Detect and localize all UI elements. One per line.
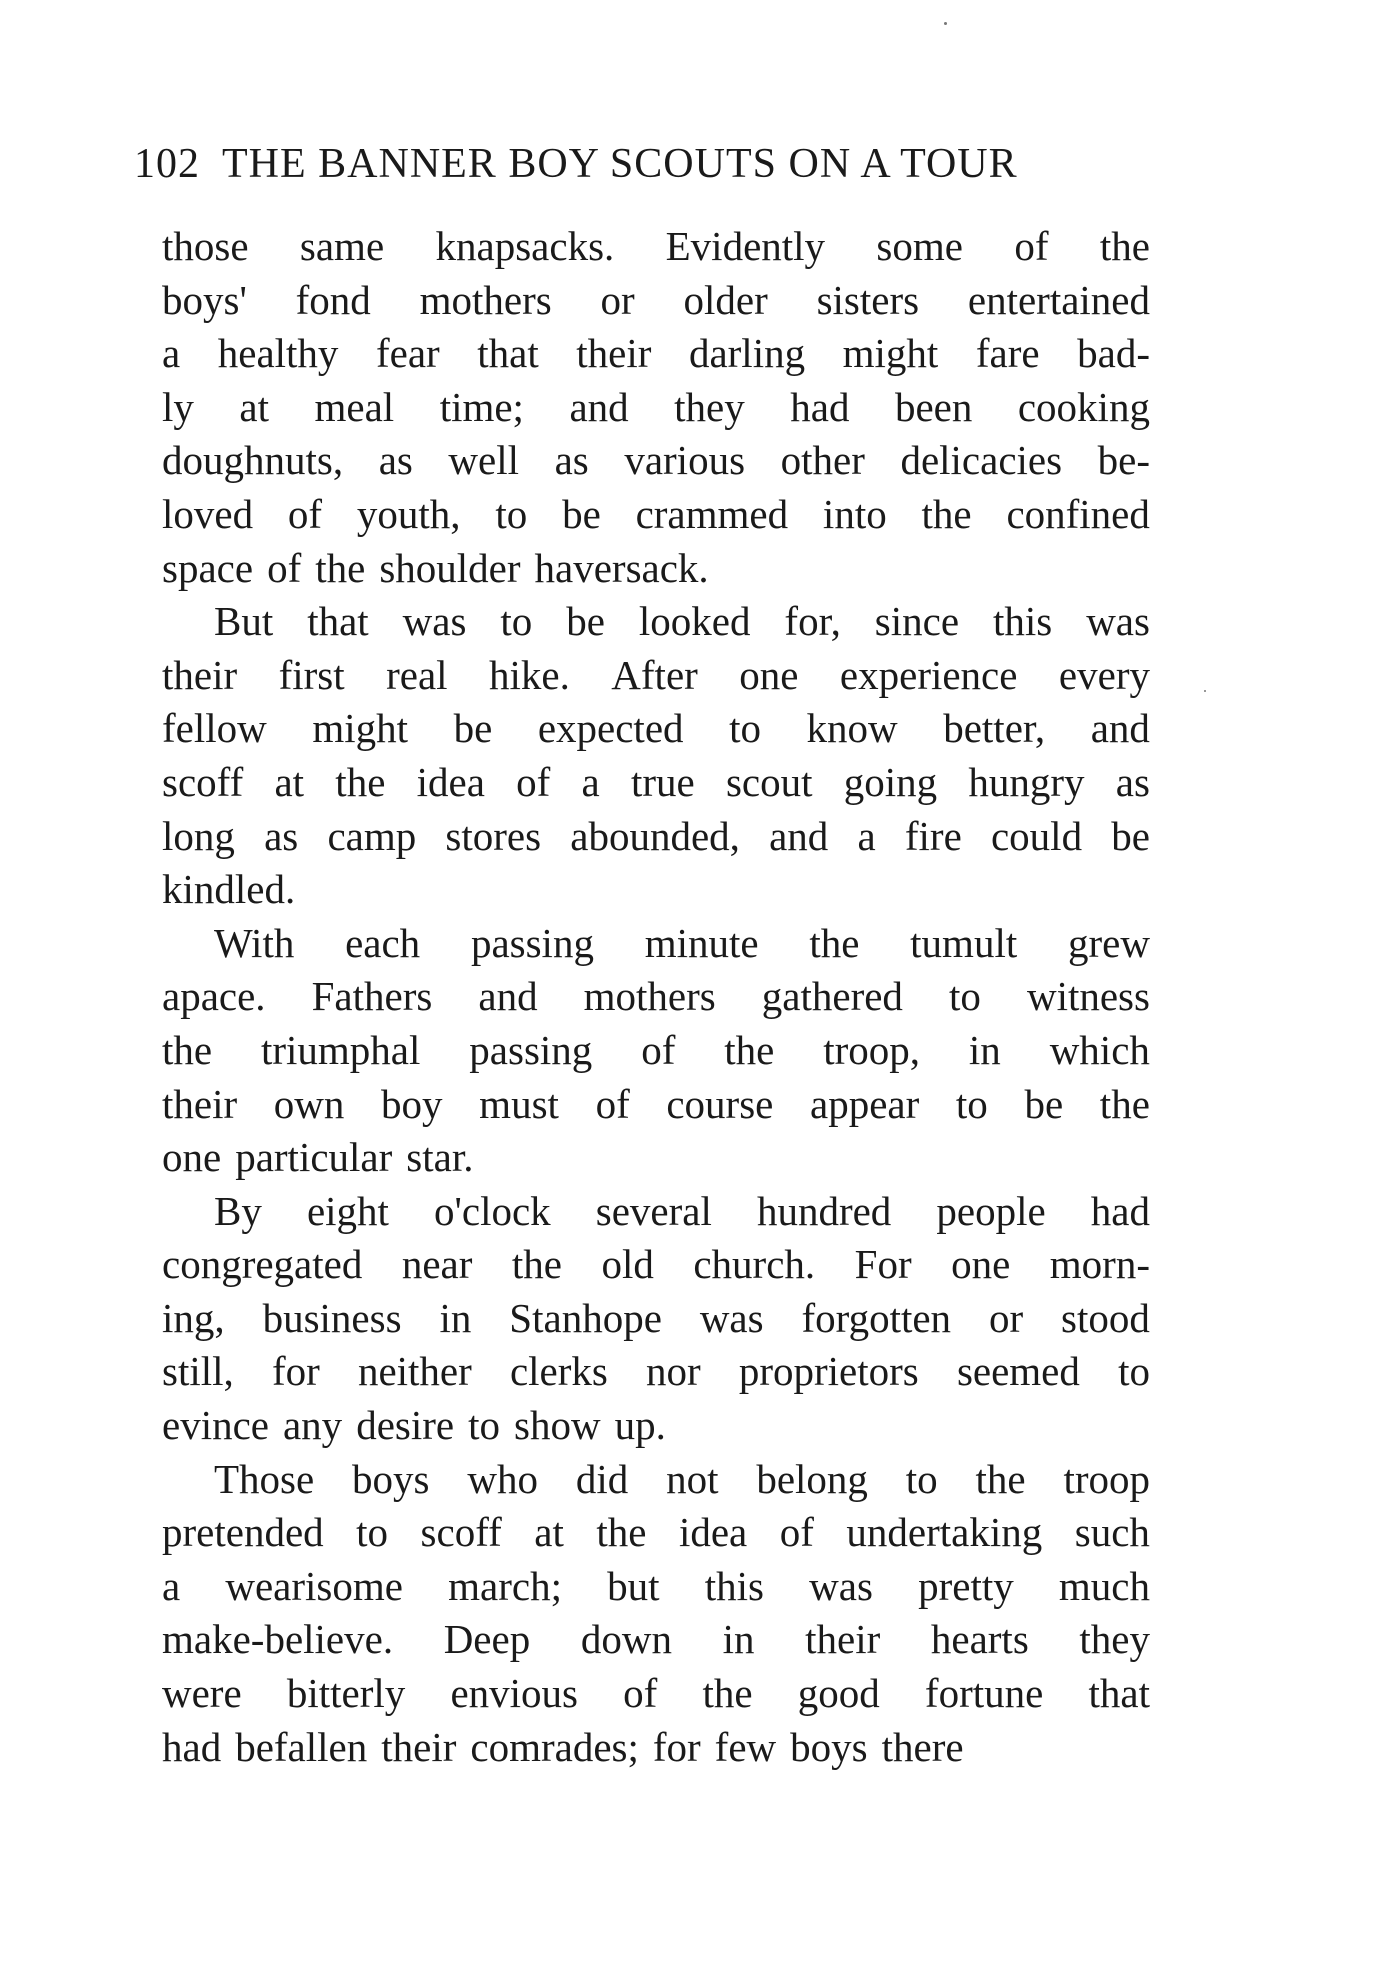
text-line: long as camp stores abounded, and a fire could be [162,812,1150,859]
text-line: ing, business in Stanhope was forgotten or stood [162,1294,1150,1341]
running-head [134,140,1134,188]
running-title: THE BANNER BOY SCOUTS ON A TOUR [222,141,1018,187]
text-line: But that was to be looked for, since this was [214,598,1150,645]
print-speck [1204,690,1206,692]
page-number: 102 [134,141,200,187]
text-line: had befallen their comrades; for few boys there [162,1723,964,1770]
text-line: a wearisome march; but this was pretty much [162,1562,1150,1609]
text-line: boys' fond mothers or older sisters entertained [162,276,1150,323]
text-line: still, for neither clerks nor proprietors seemed to [162,1348,1150,1395]
print-speck [944,22,947,25]
text-line: By eight o'clock several hundred people had [214,1187,1150,1234]
text-line: the triumphal passing of the troop, in which [162,1026,1150,1073]
text-line: loved of youth, to be crammed into the confined [162,490,1150,537]
text-line: evince any desire to show up. [162,1402,666,1449]
paragraph [162,595,1150,917]
text-line: scoff at the idea of a true scout going hungry as [162,758,1150,805]
paragraph [162,220,1150,595]
text-line: congregated near the old church. For one morn- [162,1241,1150,1288]
body-text [162,220,1150,1774]
text-line: apace. Fathers and mothers gathered to witness [162,973,1150,1020]
text-line: Those boys who did not belong to the troop [214,1455,1150,1502]
text-line: With each passing minute the tumult grew [214,919,1150,966]
text-line: their own boy must of course appear to be the [162,1080,1150,1127]
paragraph [162,1185,1150,1453]
text-line: were bitterly envious of the good fortune that [162,1670,1150,1717]
text-line: a healthy fear that their darling might fare bad- [162,330,1150,377]
text-line: one particular star. [162,1134,474,1181]
paragraph [162,917,1150,1185]
text-line: their first real hike. After one experience every [162,651,1150,698]
text-line: space of the shoulder haversack. [162,544,709,591]
text-line: kindled. [162,866,296,913]
text-line: ly at meal time; and they had been cooking [162,383,1150,430]
paragraph [162,1453,1150,1775]
text-line: fellow might be expected to know better, and [162,705,1150,752]
text-line: make-believe. Deep down in their hearts they [162,1616,1150,1663]
text-line: pretended to scoff at the idea of undertaking such [162,1509,1150,1556]
text-line: those same knapsacks. Evidently some of the [162,223,1150,269]
text-line: doughnuts, as well as various other delicacies be- [162,437,1150,484]
